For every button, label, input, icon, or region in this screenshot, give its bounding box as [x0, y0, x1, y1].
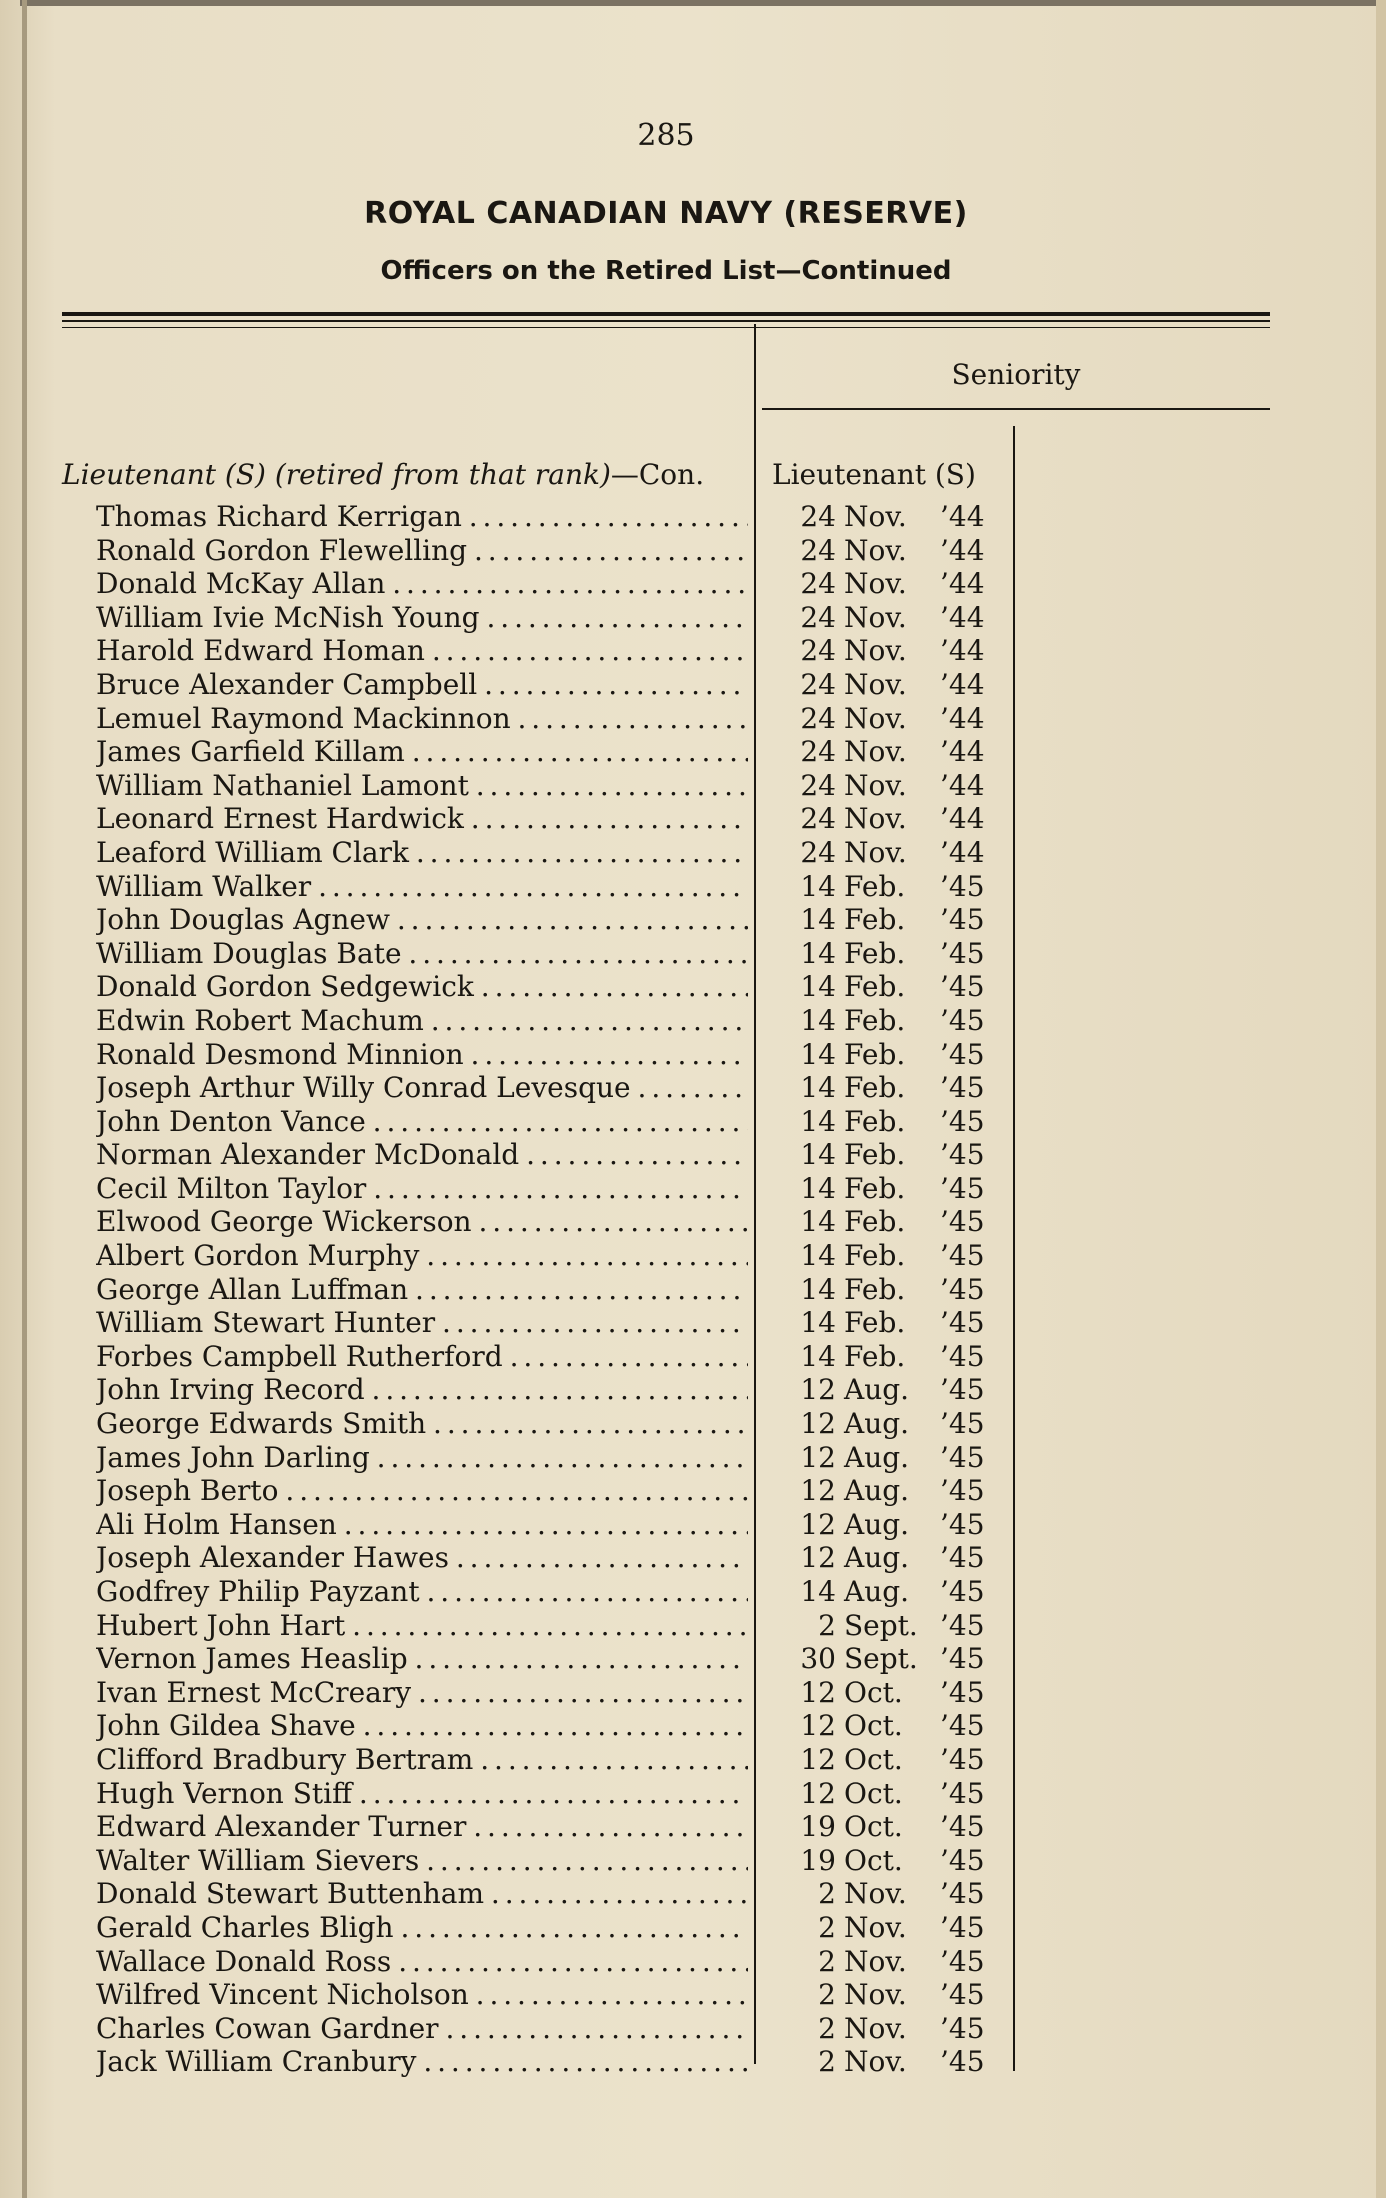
officer-name: Lemuel Raymond Mackinnon . . . — [96, 702, 748, 736]
officer-name: William Ivie McNish Young . . . — [96, 601, 748, 635]
officer-row — [0, 1609, 1386, 1643]
officer-name: Godfrey Philip Payzant . . . — [96, 1575, 748, 1609]
seniority-month: Oct. — [844, 1843, 903, 1877]
seniority-year: ’44 — [940, 533, 985, 567]
officer-row — [0, 1508, 1386, 1542]
header-rule-thick — [62, 312, 1270, 316]
seniority-day: 14 — [800, 869, 836, 903]
header-rule-thin — [62, 327, 1270, 328]
officer-row — [0, 1642, 1386, 1676]
officer-row — [0, 601, 1386, 635]
officer-row — [0, 1810, 1386, 1844]
officer-name: Ivan Ernest McCreary . . . — [96, 1676, 748, 1710]
seniority-year: ’45 — [940, 1003, 985, 1037]
officer-name: Joseph Alexander Hawes . . . — [96, 1541, 748, 1575]
seniority-month: Aug. — [844, 1575, 910, 1608]
seniority-day: 12 — [800, 1709, 836, 1743]
officer-name: Wallace Donald Ross . . . — [96, 1945, 748, 1979]
seniority-day: 14 — [800, 936, 836, 970]
officer-name: Bruce Alexander Campbell . . . — [96, 668, 748, 702]
seniority-month: Sept. — [844, 1608, 918, 1642]
seniority-day: 2 — [818, 2011, 836, 2045]
officer-row — [0, 1038, 1386, 1072]
seniority-year: ’44 — [940, 600, 985, 634]
seniority-year: ’45 — [940, 1541, 985, 1575]
seniority-year: ’45 — [940, 1474, 985, 1508]
seniority-day: 2 — [818, 1978, 836, 2012]
seniority-month: Oct. — [844, 1709, 903, 1743]
seniority-month: Nov. — [844, 735, 907, 769]
seniority-day: 12 — [800, 1474, 836, 1508]
seniority-day: 12 — [800, 1440, 836, 1474]
seniority-year: ’45 — [940, 1709, 985, 1743]
seniority-year: ’44 — [940, 802, 985, 836]
officer-name: Ronald Desmond Minnion . . . — [96, 1038, 748, 1072]
officer-row — [0, 1877, 1386, 1911]
officer-row — [0, 1205, 1386, 1239]
seniority-day: 24 — [800, 600, 836, 634]
seniority-month: Aug. — [844, 1507, 910, 1541]
seniority-year: ’45 — [940, 1742, 985, 1776]
seniority-month: Aug. — [844, 1474, 910, 1508]
page-top-edge — [20, 0, 1386, 6]
officer-name: Albert Gordon Murphy . . . — [96, 1239, 748, 1273]
seniority-month: Feb. — [844, 1104, 906, 1138]
officer-row — [0, 668, 1386, 702]
officer-name: Charles Cowan Gardner . . . — [96, 2012, 748, 2046]
officer-name: John Irving Record . . . — [96, 1373, 748, 1407]
section-heading-rank: Lieutenant (S) (retired from that rank) — [62, 458, 611, 491]
seniority-year: ’45 — [940, 1339, 985, 1373]
seniority-year: ’45 — [940, 903, 985, 937]
seniority-year: ’45 — [940, 1507, 985, 1541]
officer-row — [0, 1844, 1386, 1878]
seniority-day: 14 — [800, 1575, 836, 1608]
officer-row — [0, 1743, 1386, 1777]
seniority-year: ’45 — [940, 1407, 985, 1441]
seniority-year: ’44 — [940, 768, 985, 802]
seniority-day: 24 — [800, 735, 836, 769]
officer-row — [0, 1777, 1386, 1811]
seniority-month: Nov. — [844, 802, 907, 836]
officer-name: Hubert John Hart . . . — [96, 1609, 748, 1643]
seniority-month: Nov. — [844, 667, 907, 701]
seniority-month: Nov. — [844, 567, 907, 601]
seniority-year: ’45 — [940, 1373, 985, 1407]
officer-name: James Garfield Killam . . . — [96, 735, 748, 769]
officer-row — [0, 970, 1386, 1004]
seniority-month: Aug. — [844, 1541, 910, 1575]
officer-name: Vernon James Heaslip . . . — [96, 1642, 748, 1676]
seniority-day: 14 — [800, 1003, 836, 1037]
seniority-day: 14 — [800, 1239, 836, 1273]
seniority-day: 14 — [800, 1272, 836, 1306]
officer-row — [0, 870, 1386, 904]
page-number: 285 — [637, 118, 695, 153]
seniority-year: ’45 — [940, 1776, 985, 1810]
seniority-year: ’45 — [940, 1642, 985, 1676]
seniority-year: ’45 — [940, 2045, 985, 2079]
officer-row — [0, 769, 1386, 803]
seniority-year: ’44 — [940, 500, 985, 533]
seniority-month: Feb. — [844, 903, 906, 937]
seniority-day: 24 — [800, 533, 836, 567]
officer-row — [0, 634, 1386, 668]
seniority-year: ’45 — [940, 1608, 985, 1642]
seniority-header-rule — [762, 408, 1270, 410]
seniority-month: Feb. — [844, 1171, 906, 1205]
seniority-year: ’45 — [940, 1104, 985, 1138]
seniority-month: Feb. — [844, 970, 906, 1004]
seniority-month: Feb. — [844, 1003, 906, 1037]
officer-name: Clifford Bradbury Bertram . . . — [96, 1743, 748, 1777]
officer-row — [0, 1004, 1386, 1038]
officer-row — [0, 1340, 1386, 1374]
seniority-month: Nov. — [844, 533, 907, 567]
seniority-day: 14 — [800, 1171, 836, 1205]
seniority-day: 24 — [800, 768, 836, 802]
seniority-year: ’45 — [940, 1138, 985, 1172]
officer-row — [0, 1239, 1386, 1273]
officer-row — [0, 1541, 1386, 1575]
seniority-day: 24 — [800, 634, 836, 668]
seniority-day: 24 — [800, 667, 836, 701]
seniority-month: Nov. — [844, 600, 907, 634]
officer-name: Ronald Gordon Flewelling . . . — [96, 534, 748, 568]
seniority-month: Nov. — [844, 634, 907, 668]
officer-name: George Allan Luffman . . . — [96, 1273, 748, 1307]
seniority-day: 14 — [800, 1037, 836, 1071]
seniority-day: 12 — [800, 1776, 836, 1810]
seniority-year: ’45 — [940, 936, 985, 970]
officer-row — [0, 1172, 1386, 1206]
officer-name: George Edwards Smith . . . — [96, 1407, 748, 1441]
officer-row — [0, 1978, 1386, 2012]
seniority-day: 30 — [800, 1642, 836, 1676]
seniority-month: Oct. — [844, 1776, 903, 1810]
officer-name: Harold Edward Homan . . . — [96, 634, 748, 668]
seniority-month: Feb. — [844, 1272, 906, 1306]
seniority-month: Nov. — [844, 2011, 907, 2045]
seniority-day: 19 — [800, 1843, 836, 1877]
officer-name: Walter William Sievers . . . — [96, 1844, 748, 1878]
officer-row — [0, 1911, 1386, 1945]
officer-name: Donald Gordon Sedgewick . . . — [96, 970, 748, 1004]
seniority-month: Feb. — [844, 1339, 906, 1373]
section-rank-label: Lieutenant (S) — [772, 458, 976, 491]
seniority-month: Feb. — [844, 1037, 906, 1071]
officer-name: Donald McKay Allan . . . — [96, 567, 748, 601]
seniority-year: ’45 — [940, 1037, 985, 1071]
officer-row — [0, 836, 1386, 870]
seniority-day: 24 — [800, 835, 836, 869]
officer-row — [0, 1373, 1386, 1407]
officer-name: William Nathaniel Lamont . . . — [96, 769, 748, 803]
seniority-day: 12 — [800, 1541, 836, 1575]
seniority-day: 24 — [800, 500, 836, 533]
seniority-month: Sept. — [844, 1642, 918, 1676]
page-title: ROYAL CANADIAN NAVY (RESERVE) — [364, 196, 968, 231]
officer-row — [0, 903, 1386, 937]
officer-row — [0, 1945, 1386, 1979]
seniority-year: ’45 — [940, 1944, 985, 1978]
officer-name: William Douglas Bate . . . — [96, 937, 748, 971]
seniority-month: Nov. — [844, 1910, 907, 1944]
section-heading-suffix: —Con. — [610, 458, 705, 491]
officer-name: Edwin Robert Machum . . . — [96, 1004, 748, 1038]
officer-row — [0, 1709, 1386, 1743]
seniority-year: ’45 — [940, 1171, 985, 1205]
seniority-day: 14 — [800, 1306, 836, 1340]
seniority-day: 24 — [800, 802, 836, 836]
officer-row — [0, 567, 1386, 601]
officer-row — [0, 500, 1386, 534]
officer-name: Wilfred Vincent Nicholson . . . — [96, 1978, 748, 2012]
seniority-day: 2 — [818, 2045, 836, 2079]
officer-list — [0, 500, 1386, 2079]
officer-row — [0, 735, 1386, 769]
officer-row — [0, 2045, 1386, 2079]
officer-name: William Stewart Hunter . . . — [96, 1306, 748, 1340]
seniority-year: ’44 — [940, 667, 985, 701]
seniority-month: Feb. — [844, 1239, 906, 1273]
seniority-year: ’44 — [940, 735, 985, 769]
officer-name: Gerald Charles Bligh . . . — [96, 1911, 748, 1945]
seniority-year: ’45 — [940, 1910, 985, 1944]
seniority-month: Feb. — [844, 1306, 906, 1340]
seniority-month: Oct. — [844, 1810, 903, 1844]
seniority-month: Feb. — [844, 936, 906, 970]
officer-row — [0, 2012, 1386, 2046]
officer-row — [0, 1474, 1386, 1508]
seniority-year: ’44 — [940, 634, 985, 668]
seniority-year: ’45 — [940, 970, 985, 1004]
seniority-month: Aug. — [844, 1440, 910, 1474]
seniority-day: 24 — [800, 567, 836, 601]
officer-row — [0, 1407, 1386, 1441]
officer-row — [0, 702, 1386, 736]
seniority-year: ’44 — [940, 567, 985, 601]
officer-name: Leaford William Clark . . . — [96, 836, 748, 870]
seniority-month: Aug. — [844, 1373, 910, 1407]
officer-name: Norman Alexander McDonald . . . — [96, 1138, 748, 1172]
officer-name: James John Darling . . . — [96, 1441, 748, 1475]
seniority-month: Nov. — [844, 1877, 907, 1911]
seniority-year: ’45 — [940, 1205, 985, 1239]
seniority-month: Oct. — [844, 1675, 903, 1709]
officer-row — [0, 1575, 1386, 1609]
officer-row — [0, 802, 1386, 836]
page-subtitle: Officers on the Retired List—Continued — [380, 256, 952, 286]
seniority-day: 2 — [818, 1944, 836, 1978]
seniority-year: ’45 — [940, 2011, 985, 2045]
seniority-day: 14 — [800, 1104, 836, 1138]
seniority-year: ’45 — [940, 1071, 985, 1105]
seniority-day: 12 — [800, 1407, 836, 1441]
seniority-year: ’44 — [940, 701, 985, 735]
officer-row — [0, 1441, 1386, 1475]
seniority-month: Nov. — [844, 835, 907, 869]
seniority-column-header: Seniority — [951, 358, 1081, 391]
seniority-year: ’45 — [940, 1810, 985, 1844]
seniority-month: Feb. — [844, 1071, 906, 1105]
seniority-day: 2 — [818, 1877, 836, 1911]
officer-row — [0, 1105, 1386, 1139]
seniority-month: Nov. — [844, 500, 907, 533]
seniority-year: ’45 — [940, 869, 985, 903]
officer-name: William Walker . . . — [96, 870, 748, 904]
seniority-month: Feb. — [844, 1205, 906, 1239]
seniority-year: ’45 — [940, 1272, 985, 1306]
officer-row — [0, 534, 1386, 568]
seniority-year: ’45 — [940, 1675, 985, 1709]
officer-name: Cecil Milton Taylor . . . — [96, 1172, 748, 1206]
seniority-day: 12 — [800, 1373, 836, 1407]
seniority-day: 19 — [800, 1810, 836, 1844]
seniority-month: Aug. — [844, 1407, 910, 1441]
seniority-month: Feb. — [844, 869, 906, 903]
section-heading — [62, 458, 704, 491]
officer-row — [0, 1071, 1386, 1105]
seniority-year: ’45 — [940, 1877, 985, 1911]
seniority-month: Oct. — [844, 1742, 903, 1776]
seniority-day: 2 — [818, 1910, 836, 1944]
seniority-month: Nov. — [844, 701, 907, 735]
officer-name: John Gildea Shave . . . — [96, 1709, 748, 1743]
seniority-year: ’45 — [940, 1306, 985, 1340]
officer-name: Edward Alexander Turner . . . — [96, 1810, 748, 1844]
officer-row — [0, 1306, 1386, 1340]
officer-name: Leonard Ernest Hardwick . . . — [96, 802, 748, 836]
seniority-year: ’45 — [940, 1843, 985, 1877]
seniority-month: Feb. — [844, 1138, 906, 1172]
officer-name: John Douglas Agnew . . . — [96, 903, 748, 937]
seniority-day: 14 — [800, 1339, 836, 1373]
seniority-month: Nov. — [844, 1978, 907, 2012]
officer-row — [0, 937, 1386, 971]
seniority-day: 14 — [800, 1205, 836, 1239]
officer-name: Elwood George Wickerson . . . — [96, 1205, 748, 1239]
officer-name: Joseph Arthur Willy Conrad Levesque . . . — [96, 1071, 748, 1105]
seniority-month: Nov. — [844, 768, 907, 802]
officer-name: Forbes Campbell Rutherford . . . — [96, 1340, 748, 1374]
seniority-year: ’45 — [940, 1440, 985, 1474]
officer-name: Jack William Cranbury . . . — [96, 2045, 748, 2079]
seniority-day: 12 — [800, 1675, 836, 1709]
seniority-day: 14 — [800, 1138, 836, 1172]
seniority-year: ’44 — [940, 835, 985, 869]
officer-name: John Denton Vance . . . — [96, 1105, 748, 1139]
seniority-year: ’45 — [940, 1978, 985, 2012]
officer-row — [0, 1676, 1386, 1710]
officer-row — [0, 1138, 1386, 1172]
officer-name: Donald Stewart Buttenham . . . — [96, 1877, 748, 1911]
seniority-day: 14 — [800, 970, 836, 1004]
seniority-day: 12 — [800, 1742, 836, 1776]
officer-row — [0, 1273, 1386, 1307]
seniority-day: 24 — [800, 701, 836, 735]
officer-name: Ali Holm Hansen . . . — [96, 1508, 748, 1542]
seniority-day: 14 — [800, 1071, 836, 1105]
seniority-year: ’45 — [940, 1575, 985, 1608]
seniority-day: 12 — [800, 1507, 836, 1541]
seniority-day: 2 — [818, 1608, 836, 1642]
header-rule-medium — [62, 320, 1270, 322]
seniority-year: ’45 — [940, 1239, 985, 1273]
officer-name: Thomas Richard Kerrigan . . . — [96, 500, 748, 534]
officer-name: Joseph Berto . . . — [96, 1474, 748, 1508]
seniority-day: 14 — [800, 903, 836, 937]
officer-name: Hugh Vernon Stiff . . . — [96, 1777, 748, 1811]
seniority-month: Nov. — [844, 1944, 907, 1978]
seniority-month: Nov. — [844, 2045, 907, 2079]
